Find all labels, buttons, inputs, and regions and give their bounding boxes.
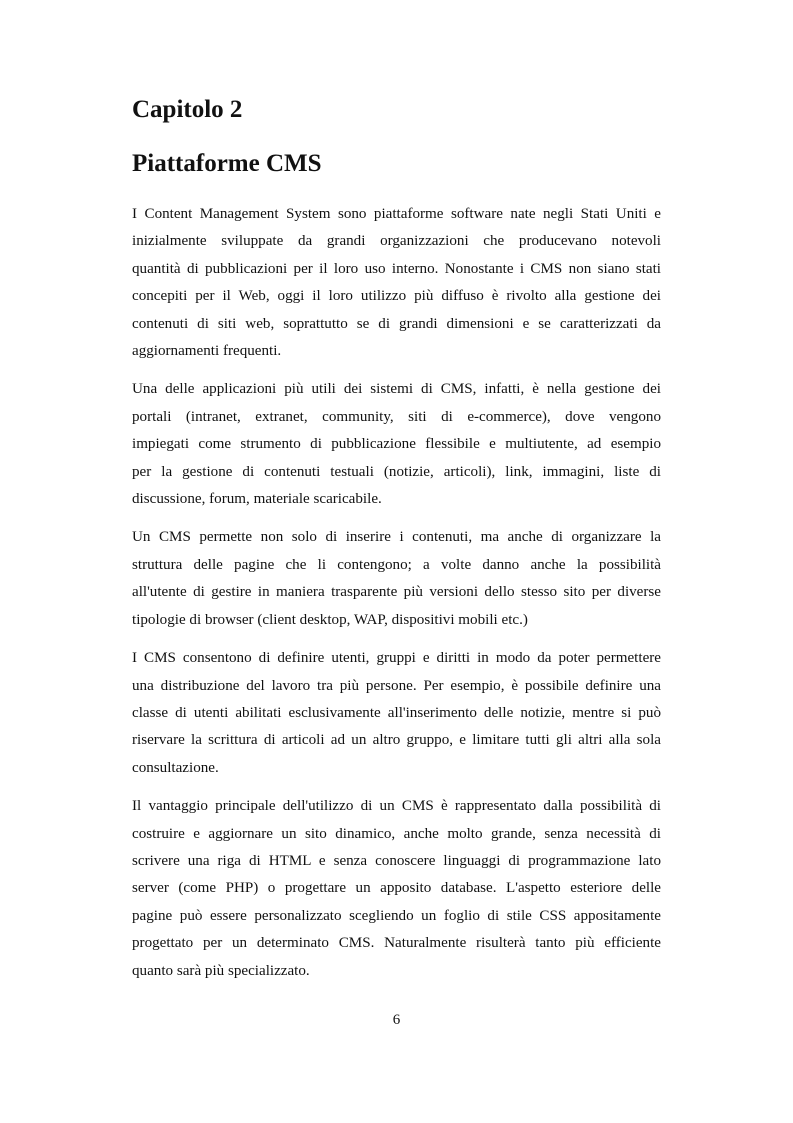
paragraph-5: [132, 793, 661, 985]
text-line: server (come PHP) o progettare un apposito database. L'aspetto esteriore delle: [132, 880, 661, 897]
paragraph-3: [132, 524, 661, 634]
text-line: all'utente di gestire in maniera trasparente più versioni dello stesso sito per diverse: [132, 584, 661, 601]
text-line: Una delle applicazioni più utili dei sistemi di CMS, infatti, è nella gestione dei: [132, 381, 661, 398]
paragraph-2: [132, 376, 661, 513]
text-line: costruire e aggiornare un sito dinamico, anche molto grande, senza necessità di: [132, 825, 661, 842]
text-line: I Content Management System sono piattaforme software nate negli Stati Uniti e: [132, 206, 661, 222]
text-line: discussione, forum, materiale scaricabile.: [132, 491, 382, 508]
text-line: contenuti di siti web, soprattutto se di grandi dimensioni e se caratterizzati da: [132, 315, 661, 332]
body-text: [132, 201, 661, 996]
text-line: inizialmente sviluppate da grandi organizzazioni che producevano notevoli: [132, 233, 661, 250]
text-line: progettato per un determinato CMS. Naturalmente risulterà tanto più efficiente: [132, 935, 661, 952]
text-line: riservare la scrittura di articoli ad un altro gruppo, e limitare tutti gli altri alla sola: [132, 732, 661, 749]
text-line: Il vantaggio principale dell'utilizzo di un CMS è rappresentato dalla possibilità di: [132, 798, 661, 815]
text-line: per la gestione di contenuti testuali (notizie, articoli), link, immagini, liste di: [132, 463, 661, 480]
text-line: classe di utenti abilitati esclusivamente all'inserimento delle notizie, mentre si può: [132, 704, 661, 721]
text-line: aggiornamenti frequenti.: [132, 343, 282, 360]
text-line: tipologie di browser (client desktop, WAP, dispositivi mobili etc.): [132, 611, 528, 628]
text-line: una distribuzione del lavoro tra più persone. Per esempio, è possibile definire una: [132, 677, 661, 694]
chapter-title: Piattaforme CMS: [132, 150, 322, 177]
text-line: struttura delle pagine che li contengono; a volte danno anche la possibilità: [132, 556, 661, 573]
text-line: concepiti per il Web, oggi il loro utilizzo più diffuso è rivolto alla gestione dei: [132, 288, 661, 305]
paragraph-4: [132, 645, 661, 782]
text-line: I CMS consentono di definire utenti, gruppi e diritti in modo da poter permettere: [132, 650, 661, 667]
text-line: quanto sarà più specializzato.: [132, 962, 310, 979]
text-line: consultazione.: [132, 759, 219, 776]
page-number: 6: [392, 1012, 401, 1028]
text-line: impiegati come strumento di pubblicazione flessibile e multiutente, ad esempio: [132, 436, 661, 453]
text-line: quantità di pubblicazioni per il loro uso interno. Nonostante i CMS non siano stati: [132, 260, 661, 277]
paragraph-1: [132, 201, 661, 365]
text-line: portali (intranet, extranet, community, siti di e-commerce), dove vengono: [132, 408, 661, 425]
chapter-label: Capitolo 2: [132, 96, 243, 123]
text-line: scrivere una riga di HTML e senza conoscere linguaggi di programmazione lato: [132, 852, 661, 869]
text-line: pagine può essere personalizzato scegliendo un foglio di stile CSS appositamente: [132, 907, 661, 924]
text-line: Un CMS permette non solo di inserire i contenuti, ma anche di organizzare la: [132, 529, 661, 546]
